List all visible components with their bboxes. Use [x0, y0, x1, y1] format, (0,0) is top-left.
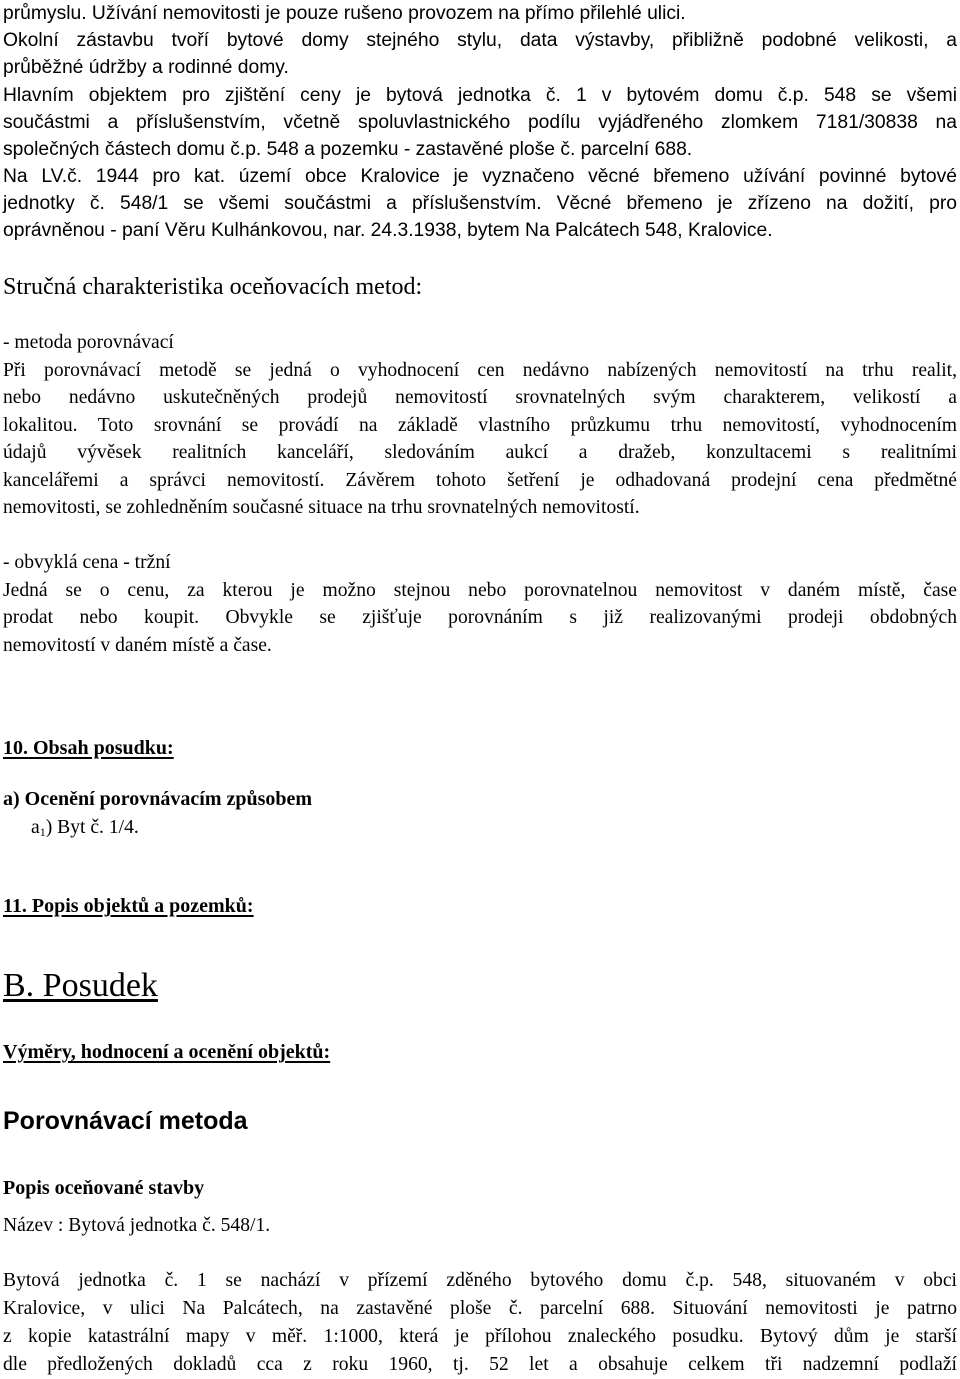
lv-paragraph: [3, 163, 957, 245]
text-line: Hlavním objektem pro zjištění ceny je bytová jednotka č. 1 v bytovém domu č.p. 548 se všemi: [3, 84, 957, 106]
text-line: Okolní zástavbu tvoří bytové domy stejného stylu, data výstavby, přibližně podobné velikosti, a: [3, 30, 957, 52]
item-prefix: a: [31, 817, 40, 838]
section-11-heading: 11. Popis objektů a pozemků:: [3, 895, 254, 917]
part-b-heading: B. Posudek: [3, 967, 158, 1004]
text-line: Při porovnávací metodě se jedná o vyhodnocení cen nedávno nabízených nemovitostí na trhu realit,: [3, 359, 957, 381]
text-line: údajů vývěsek realitních kanceláří, sledováním aukcí a dražeb, konzultacemi s realitními: [3, 442, 957, 463]
text-line: Na LV.č. 1944 pro kat. území obce Kralovice je vyznačeno věcné břemeno užívání povinné bytové: [3, 166, 957, 187]
text-line: průmyslu. Užívání nemovitosti je pouze rušeno provozem na přímo přilehlé ulici.: [3, 3, 686, 24]
text-line: Kralovice, v ulici Na Palcátech, na zastavěné ploše č. parcelní 688. Situování nemovitosti je patrno: [3, 1298, 957, 1319]
method-heading: Porovnávací metoda: [3, 1107, 248, 1135]
intro-paragraph: [3, 0, 957, 163]
comparative-title: - metoda porovnávací: [3, 332, 174, 353]
text-line: lokalitou. Toto srovnání se provádí na základě vlastního průzkumu trhu nemovitostí, vyhodnocením: [3, 414, 957, 436]
item-subscript: 1: [39, 825, 46, 839]
valuation-heading: Výměry, hodnocení a ocenění objektů:: [3, 1041, 331, 1063]
text-line: průběžné údržby a rodinné domy.: [3, 57, 289, 79]
building-paragraph: [3, 1267, 957, 1379]
text-line: nemovitosti, se zohledněním současné situace na trhu srovnatelných nemovitostí.: [3, 497, 640, 518]
building-heading: Popis oceňované stavby: [3, 1177, 205, 1199]
text-line: Jedná se o cenu, za kterou je možno stejnou nebo porovnatelnou nemovitost v daném místě, čase: [3, 579, 957, 601]
text-line: z kopie katastrální mapy v měř. 1:1000, která je přílohou znaleckého posudku. Bytový dům je starší: [3, 1326, 957, 1347]
section-10-heading: 10. Obsah posudku:: [3, 737, 174, 759]
building-name-line: Název : Bytová jednotka č. 548/1.: [3, 1215, 271, 1236]
section-10-subheading: a) Ocenění porovnávacím způsobem: [3, 788, 313, 810]
text-line: oprávněnou - paní Věru Kulhánkovou, nar. 24.3.1938, bytem Na Palcátech 548, Kralovice.: [3, 220, 773, 242]
text-line: kancelářemi a správci nemovitostí. Závěrem tohoto šetření je odhadovaná prodejní cena předmětné: [3, 469, 957, 491]
text-line: nemovitostí v daném místě a čase.: [3, 634, 272, 656]
comparative-method-block: [3, 329, 957, 522]
market-price-block: [3, 549, 957, 659]
text-line: Bytová jednotka č. 1 se nachází v přízemí zděného bytového domu č.p. 548, situovaném v obci: [3, 1270, 957, 1291]
item-text: ) Byt č. 1/4.: [45, 817, 139, 838]
methods-heading: Stručná charakteristika oceňovacích metod:: [3, 274, 423, 300]
section-10-item: [31, 815, 960, 841]
text-line: společných částech domu č.p. 548 a pozemku - zastavěné ploše č. parcelní 688.: [3, 139, 693, 161]
text-line: prodat nebo koupit. Obvykle se zjišťuje porovnáním s již realizovanými prodeji obdobných: [3, 607, 957, 628]
text-line: dle předložených dokladů cca z roku 1960, tj. 52 let a obsahuje celkem tři nadzemní podlaží: [3, 1354, 957, 1375]
text-line: jednotky č. 548/1 se všemi součástmi a příslušenstvím. Věcné břemeno je zřízeno na dožití, pro: [3, 193, 957, 215]
market-price-title: - obvyklá cena - tržní: [3, 552, 171, 573]
text-line: nebo nedávno uskutečněných prodejů nemovitostí srovnatelných svým charakterem, velikostí a: [3, 387, 957, 408]
text-line: součástmi a příslušenstvím, včetně spoluvlastnického podílu vyjádřeného zlomkem 7181/30838 na: [3, 111, 957, 133]
